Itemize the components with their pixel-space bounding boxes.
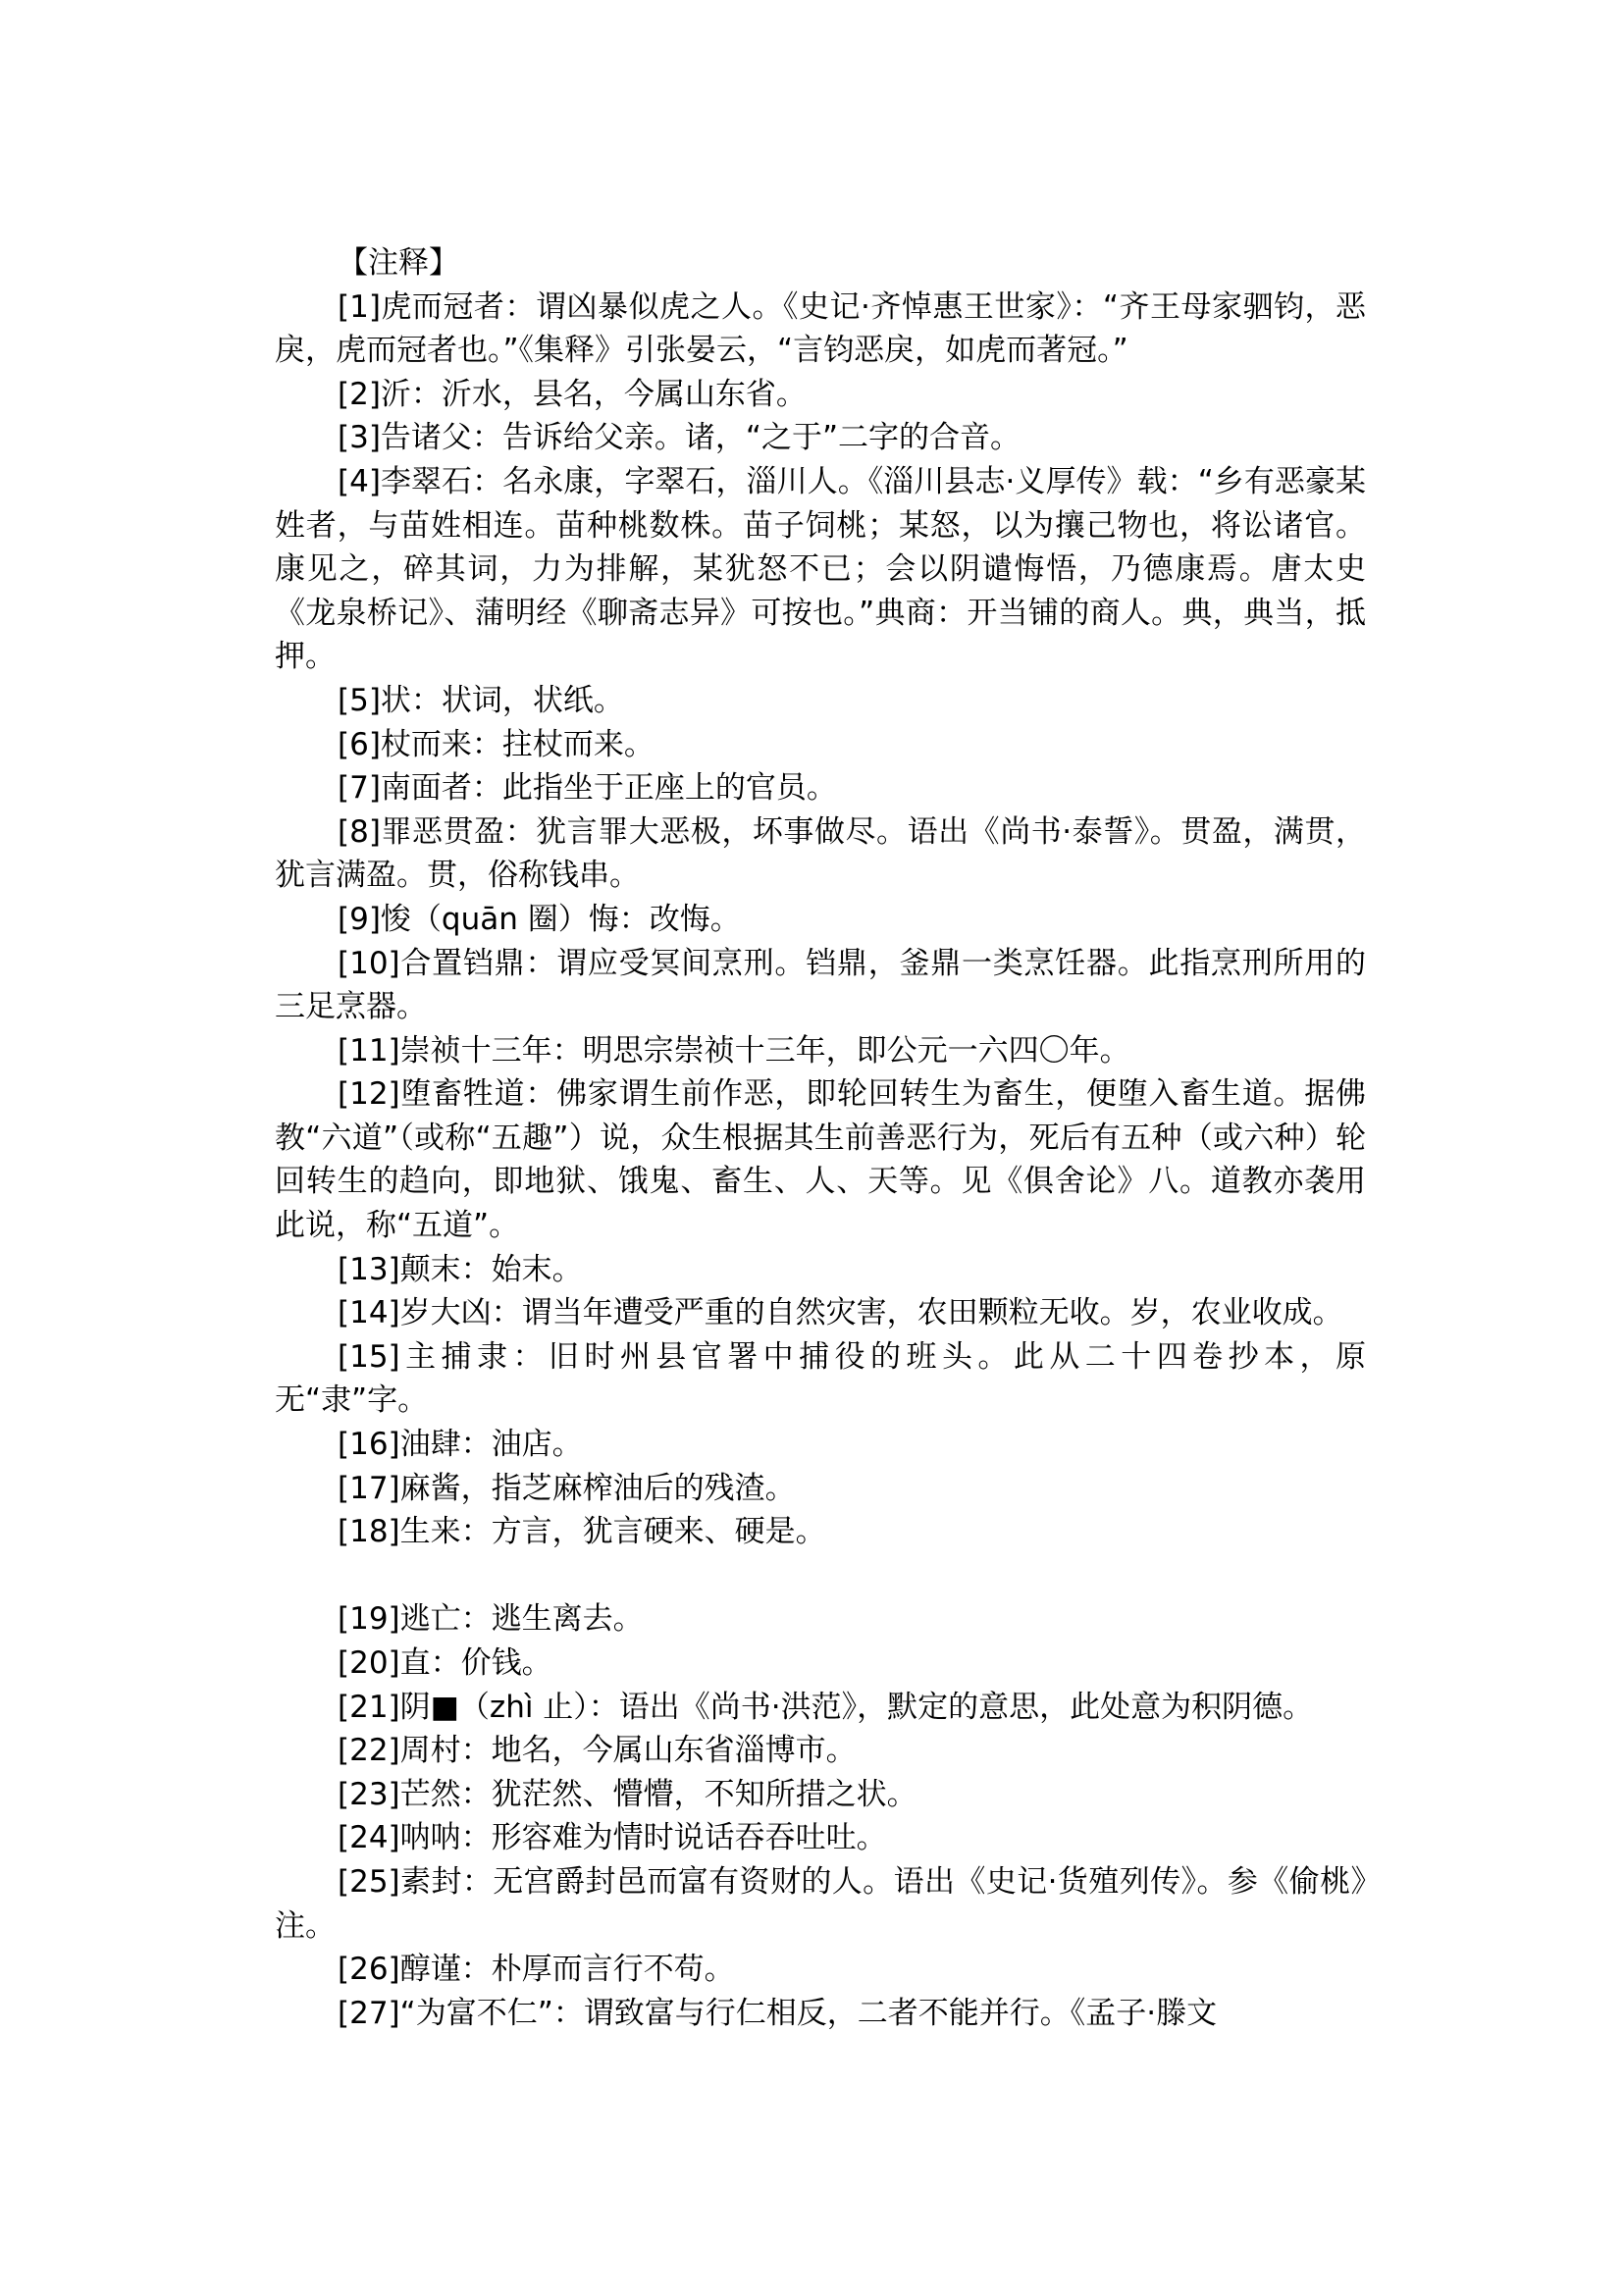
- note-6: [6]杖而来：拄杖而来。: [338, 726, 655, 762]
- note-1: [1]虎而冠者：谓凶暴似虎之人。《史记·齐悼惠王世家》：“齐王母家驷钧，恶戾，虎而冠者也。”《集释》引张晏云，“言钧恶戾，如虎而著冠。”: [275, 288, 1366, 369]
- note-5: [5]状：状词，状纸。: [338, 682, 624, 718]
- note-16: [16]油肆：油店。: [338, 1427, 583, 1463]
- note-10: [10]合置铛鼎：谓应受冥间烹刑。铛鼎，釜鼎一类烹饪器。此指烹刑所用的三足烹器。: [275, 945, 1366, 1025]
- note-22: [22]周村：地名，今属山东省淄博市。: [338, 1733, 857, 1769]
- note-2: [2]沂：沂水，县名，今属山东省。: [338, 376, 807, 412]
- note-23: [23]芒然：犹茫然、懵懵，不知所措之状。: [338, 1776, 917, 1812]
- note-24: [24]呐呐：形容难为情时说话吞吞吐吐。: [338, 1820, 887, 1856]
- note-9: [9]悛（quān 圈）悔：改悔。: [338, 901, 741, 937]
- note-27: [27]“为富不仁”：谓致富与行仁相反，二者不能并行。《孟子·滕文: [338, 1995, 1218, 2031]
- note-7: [7]南面者：此指坐于正座上的官员。: [338, 770, 837, 807]
- note-4: [4]李翠石：名永康，字翠石，淄川人。《淄川县志·义厚传》载：“乡有恶豪某姓者，与苗姓相连。苗种桃数株。苗子饲桃；某怒，以为攘己物也，将讼诸官。康见之，碎其词，力为排解，某犹怒不已；会以阴谴悔悟，乃德康焉。唐太史《龙泉桥记》、蒲明经《聊斋志异》可按也。”典商：开当铺的商人。典，典当，抵押。: [275, 463, 1366, 675]
- note-18: [18]生来：方言，犹言硬来、硬是。: [338, 1514, 826, 1550]
- annotation-page: [275, 241, 1366, 2035]
- note-11: [11]崇祯十三年：明思宗崇祯十三年，即公元一六四〇年。: [338, 1032, 1130, 1069]
- note-17: [17]麻酱，指芝麻榨油后的残渣。: [338, 1470, 796, 1506]
- blank-line: [275, 1554, 1366, 1598]
- note-26: [26]醇谨：朴厚而言行不苟。: [338, 1952, 735, 1988]
- note-13: [13]颠末：始末。: [338, 1251, 583, 1287]
- note-3: [3]告诸父：告诉给父亲。诸，“之于”二字的合音。: [338, 420, 1022, 456]
- note-19: [19]逃亡：逃生离去。: [338, 1601, 644, 1638]
- note-8: [8]罪恶贯盈：犹言罪大恶极，坏事做尽。语出《尚书·泰誓》。贯盈，满贯，犹言满盈。贯，俗称钱串。: [275, 813, 1366, 894]
- note-25: [25]素封：无宫爵封邑而富有资财的人。语出《史记·货殖列传》。参《偷桃》注。: [275, 1863, 1366, 1944]
- note-20: [20]直：价钱。: [338, 1645, 552, 1681]
- note-21: [21]阴■（zhì 止）：语出《尚书·洪范》，默定的意思，此处意为积阴德。: [338, 1689, 1314, 1725]
- note-14: [14]岁大凶：谓当年遭受严重的自然灾害，农田颗粒无收。岁，农业收成。: [338, 1295, 1343, 1331]
- note-15: [15]主捕隶：旧时州县官署中捕役的班头。此从二十四卷抄本，原无“隶”字。: [275, 1338, 1366, 1419]
- section-heading: 【注释】: [338, 245, 459, 281]
- note-12: [12]堕畜牲道：佛家谓生前作恶，即轮回转生为畜生，便堕入畜生道。据佛教“六道”（或称“五趣”）说，众生根据其生前善恶行为，死后有五种（或六种）轮回转生的趋向，即地狱、饿鬼、畜生、人、天等。见《俱舍论》八。道教亦袭用此说，称“五道”。: [275, 1076, 1366, 1244]
